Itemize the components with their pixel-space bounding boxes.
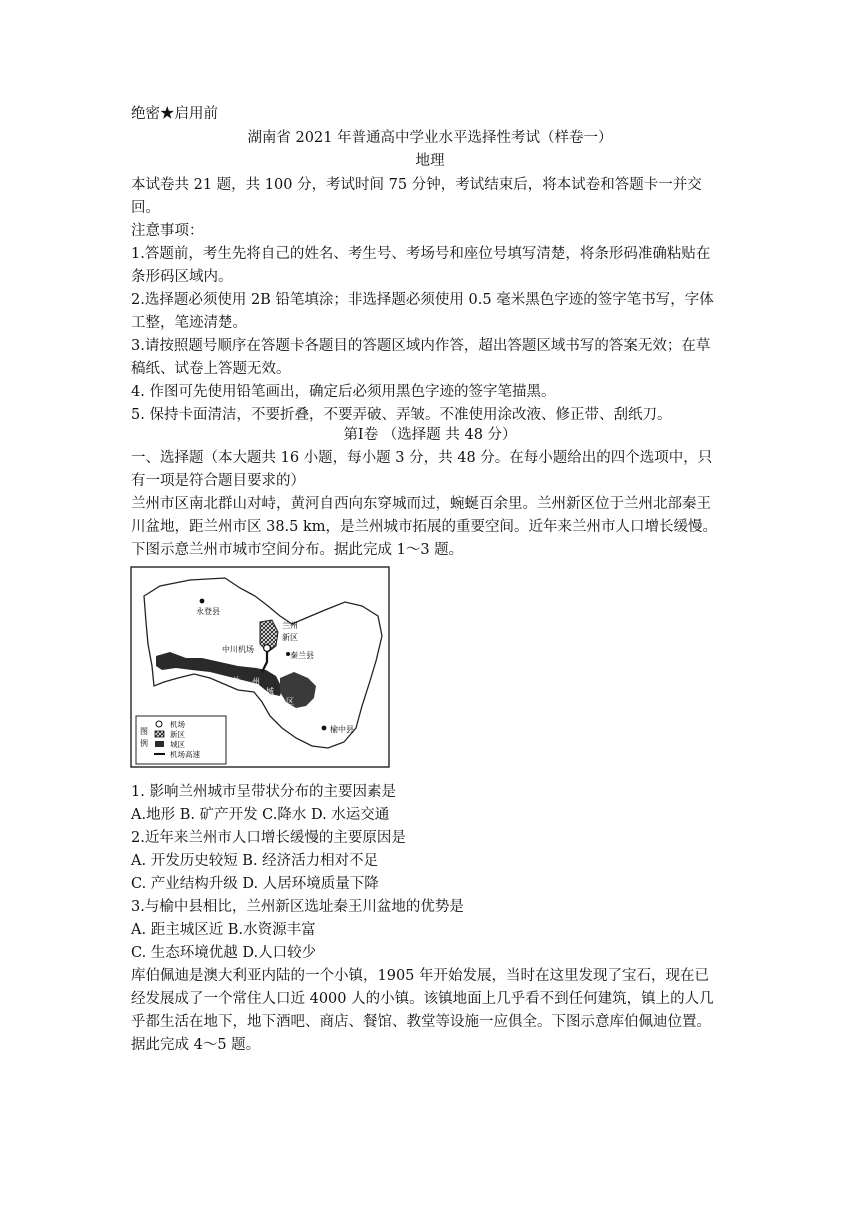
notice-line: 2.选择题必须使用 2B 铅笔填涂；非选择题必须使用 0.5 毫米黑色字迹的签字笔书写，字体 — [131, 292, 714, 308]
question-options: C. 生态环境优越 D.人口较少 — [131, 945, 317, 961]
legend-airport-icon — [156, 721, 162, 727]
secret-mark: 绝密★启用前 — [131, 106, 218, 122]
legend-city-icon — [155, 741, 164, 747]
label-city-1: 兰 — [232, 676, 240, 685]
question-options: A. 距主城区近 B.水资源丰富 — [131, 922, 316, 938]
question-options: A. 开发历史较短 B. 经济活力相对不足 — [131, 853, 379, 869]
question: 2.近年来兰州市人口增长缓慢的主要原因是 — [131, 830, 406, 846]
label-yongdeng: 永登县 — [196, 607, 220, 616]
passage-line: 乎都生活在地下，地下酒吧、商店、餐馆、教堂等设施一应俱全。下图示意库伯佩迪位置。 — [131, 1014, 711, 1030]
label-city-4: 区 — [286, 697, 294, 706]
notice-line: 5. 保持卡面清洁，不要折叠，不要弄破、弄皱。不准使用涂改液、修正带、刮纸刀。 — [131, 407, 672, 423]
label-city-3: 城 — [266, 687, 274, 696]
label-qinlan: 秦兰县 — [290, 651, 314, 660]
passage-line: 下图示意兰州市城市空间分布。据此完成 1～3 题。 — [131, 542, 464, 558]
part-instruction: 有一项是符合题目要求的） — [131, 473, 305, 489]
section-title: 第Ⅰ卷 （选择题 共 48 分） — [343, 427, 517, 443]
legend-title-2: 例 — [140, 739, 148, 748]
legend-title-1: 图 — [140, 727, 148, 736]
legend-item: 机场 — [170, 720, 185, 729]
notice-line: 稿纸、试卷上答题无效。 — [131, 361, 291, 377]
legend-item: 城区 — [170, 740, 185, 749]
question-options: C. 产业结构升级 D. 人居环境质量下降 — [131, 876, 379, 892]
passage-line: 经发展成了一个常住人口近 4000 人的小镇。该镇地面上几乎看不到任何建筑，镇上的人几 — [131, 991, 714, 1007]
label-new-2: 新区 — [282, 633, 298, 642]
exam-title: 湖南省 2021 年普通高中学业水平选择性考试（样卷一） — [247, 130, 613, 146]
label-new-1: 兰州 — [282, 621, 298, 630]
label-yuzhong: 榆中县 — [330, 725, 354, 734]
passage-line: 据此完成 4～5 题。 — [131, 1037, 261, 1053]
notice-line: 1.答题前，考生先将自己的姓名、考生号、考场号和座位号填写清楚，将条形码准确粘贴在 — [131, 246, 711, 262]
notice-line: 4. 作图可先使用铅笔画出，确定后必须用黑色字迹的签字笔描黑。 — [131, 384, 556, 400]
lanzhou-map — [130, 566, 392, 770]
notice-line: 3.请按照题号顺序在答题卡各题目的答题区域内作答，超出答题区域书写的答案无效；在草 — [131, 338, 711, 354]
notice-line: 工整，笔迹清楚。 — [131, 315, 247, 331]
passage-line: 兰州市区南北群山对峙，黄河自西向东穿城而过，蜿蜒百余里。兰州新区位于兰州北部秦王 — [131, 496, 711, 512]
passage-line: 川盆地，距兰州市区 38.5 km，是兰州城市拓展的重要空间。近年来兰州市人口增长缓慢。 — [131, 519, 718, 535]
airport-marker — [264, 645, 271, 652]
question: 3.与榆中县相比，兰州新区选址秦王川盆地的优势是 — [131, 899, 464, 915]
part-instruction: 一、选择题（本大题共 16 小题，每小题 3 分，共 48 分。在每小题给出的四个选项中，只 — [131, 450, 713, 466]
question-options: A.地形 B. 矿产开发 C.降水 D. 水运交通 — [131, 807, 390, 823]
label-airport: 中川机场 — [222, 645, 254, 654]
passage-line: 库伯佩迪是澳大利亚内陆的一个小镇，1905 年开始发展，当时在这里发现了宝石，现在已 — [131, 968, 710, 984]
intro-line: 本试卷共 21 题，共 100 分，考试时间 75 分钟，考试结束后，将本试卷和答题卡一并交 — [131, 177, 702, 193]
yuzhong-dot — [322, 726, 327, 731]
legend-item: 机场高速 — [170, 750, 200, 759]
notice-line: 条形码区域内。 — [131, 269, 233, 285]
subject-title: 地理 — [415, 153, 445, 169]
legend-new-icon — [155, 731, 164, 737]
notice-heading: 注意事项： — [131, 223, 204, 239]
question: 1. 影响兰州城市呈带状分布的主要因素是 — [131, 784, 396, 800]
label-city-2: 州 — [252, 677, 260, 686]
intro-line: 回。 — [131, 200, 160, 216]
yongdeng-dot — [200, 599, 205, 604]
legend-item: 新区 — [170, 730, 185, 739]
